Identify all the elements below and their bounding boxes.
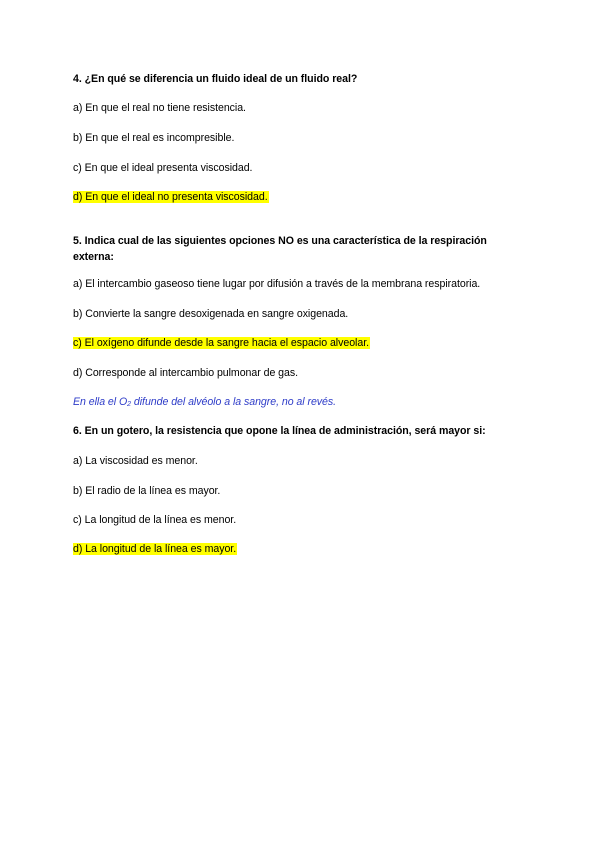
- question-4-option-c: c) En que el ideal presenta viscosidad.: [73, 162, 253, 174]
- question-5-option-d: d) Corresponde al intercambio pulmonar de gas.: [73, 367, 299, 379]
- question-6-option-a: a) La viscosidad es menor.: [73, 455, 198, 467]
- question-5-highlighted-answer: c) El oxígeno difunde desde la sangre hacia el espacio alveolar.: [73, 337, 369, 349]
- question-6-option-b: b) El radio de la línea es mayor.: [73, 485, 221, 497]
- question-5-option-b: b) Convierte la sangre desoxigenada en sangre oxigenada.: [73, 308, 349, 320]
- question-6-title: 6. En un gotero, la resistencia que opone la línea de administración, será mayor si:: [73, 425, 486, 437]
- question-5-title: 5. Indica cual de las siguientes opciones NO es una característica de la respiración externa:: [73, 235, 487, 263]
- question-6-option-d-correct: [73, 542, 237, 557]
- question-6-highlighted-answer: d) La longitud de la línea es mayor.: [73, 543, 237, 555]
- question-5-option-c-correct: [73, 336, 370, 351]
- question-4-option-a: a) En que el real no tiene resistencia.: [73, 102, 246, 114]
- question-4-option-d-correct: [73, 190, 269, 205]
- note-subscript: 2: [127, 401, 132, 408]
- note-text-after: difunde del alvéolo a la sangre, no al revés.: [131, 396, 337, 408]
- question-4-title: 4. ¿En qué se diferencia un fluido ideal de un fluido real?: [73, 73, 358, 85]
- question-5-explanation-note: [73, 395, 336, 410]
- question-4-highlighted-answer: d) En que el ideal no presenta viscosidad.: [73, 191, 268, 203]
- question-4-option-b: b) En que el real es incompresible.: [73, 132, 235, 144]
- note-text-before: En ella el O: [73, 396, 128, 408]
- question-5-option-a: a) El intercambio gaseoso tiene lugar por difusión a través de la membrana respiratoria.: [73, 278, 481, 290]
- question-6-option-c: c) La longitud de la línea es menor.: [73, 514, 237, 526]
